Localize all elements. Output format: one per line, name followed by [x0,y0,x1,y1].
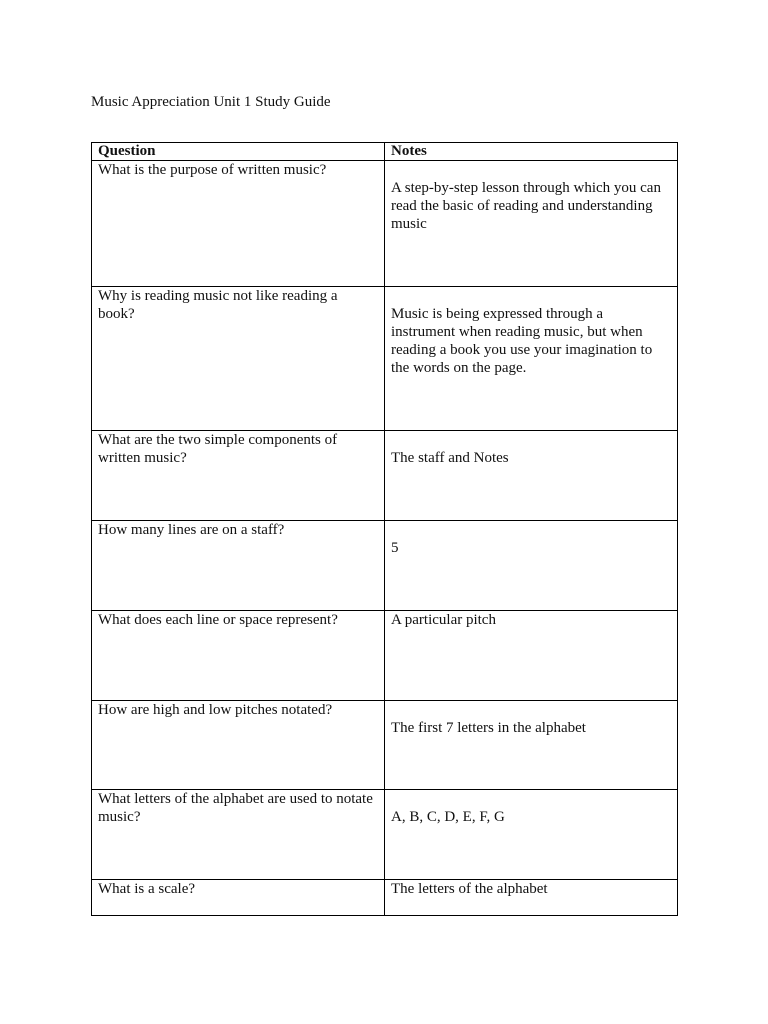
question-cell: Why is reading music not like reading a book? [92,287,385,430]
table-row [92,701,677,790]
table-row [92,790,677,880]
table-row [92,611,677,701]
notes-cell: 5 [391,540,399,556]
question-cell: What does each line or space represent? [92,611,385,700]
table-row [92,161,677,287]
notes-cell: Music is being expressed through a instrument when reading music, but when reading a book you use your imagination to the words on the page. [391,306,653,376]
study-guide-table [91,142,678,916]
question-cell: What is the purpose of written music? [92,161,385,286]
notes-cell: A particular pitch [391,612,496,628]
notes-cell: The staff and Notes [391,450,509,466]
table-row [92,880,677,915]
question-cell: How many lines are on a staff? [92,521,385,610]
page-title: Music Appreciation Unit 1 Study Guide [91,94,331,110]
table-row [92,287,677,431]
header-notes: Notes [391,143,427,159]
header-question: Question [92,143,385,160]
question-cell: What is a scale? [92,880,385,915]
notes-cell: A step-by-step lesson through which you can read the basic of reading and understanding music [391,180,661,232]
notes-cell: The first 7 letters in the alphabet [391,720,586,736]
notes-cell: The letters of the alphabet [391,881,548,897]
table-row [92,521,677,611]
question-cell: What letters of the alphabet are used to notate music? [92,790,385,879]
table-header-row [92,143,677,161]
question-cell: What are the two simple components of written music? [92,431,385,520]
question-cell: How are high and low pitches notated? [92,701,385,789]
notes-cell: A, B, C, D, E, F, G [391,809,505,825]
table-row [92,431,677,521]
